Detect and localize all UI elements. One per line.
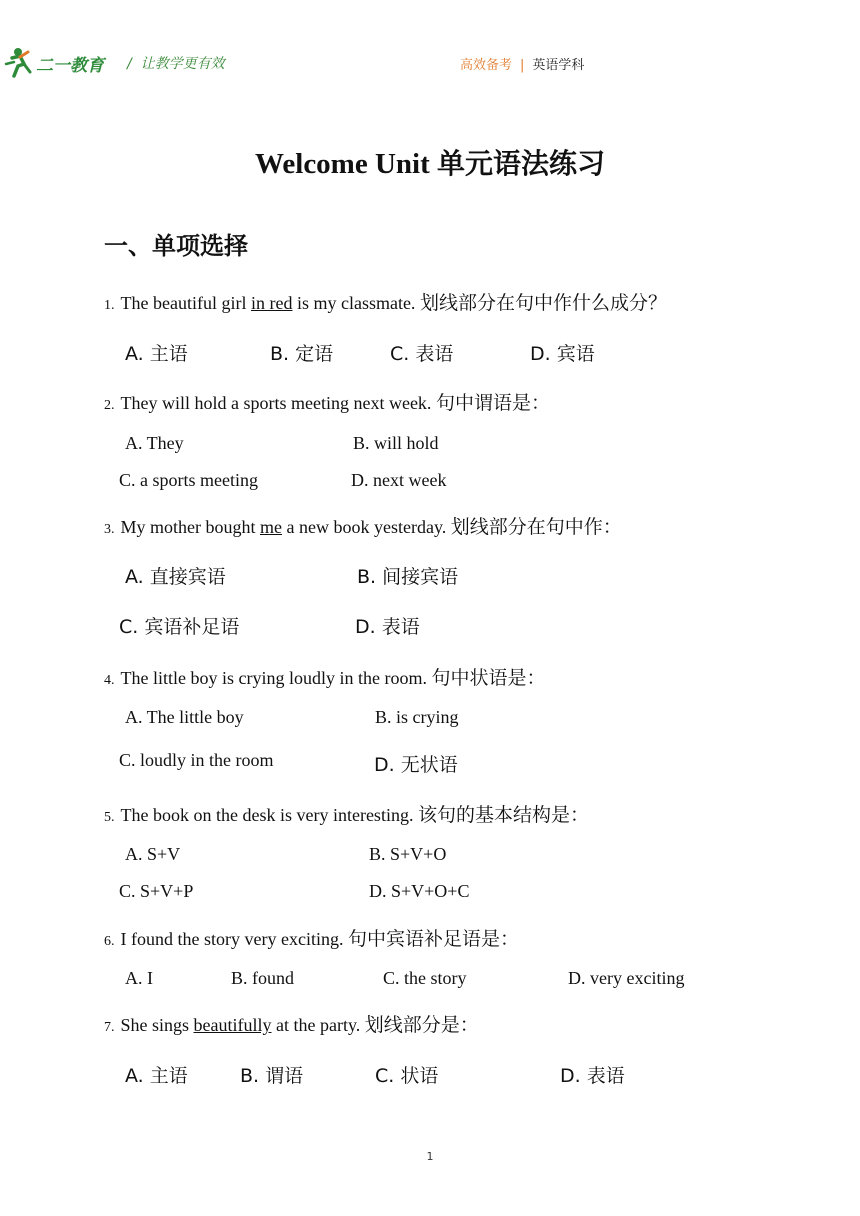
underlined-phrase: in red [250, 293, 293, 313]
question-2: 2. They will hold a sports meeting next week. 句中谓语是： [104, 392, 550, 414]
header-left-tag: 高效备考 [460, 58, 513, 73]
header-subject [460, 54, 584, 73]
q4-option-b: B. is crying [375, 707, 459, 727]
header-slogan: / 让教学更有效 [127, 56, 225, 72]
q1-option-a: A. 主语 [125, 343, 188, 365]
page-number: 1 [426, 1150, 434, 1163]
q2-option-c: C. a sports meeting [119, 470, 258, 490]
header-divider: | [520, 58, 525, 73]
question-6: 6. I found the story very exciting. 句中宾语补足语是： [104, 928, 519, 950]
q3-option-d: D. 表语 [355, 616, 420, 638]
q1-option-d: D. 宾语 [530, 343, 595, 365]
q1-option-c: C. 表语 [390, 343, 454, 365]
q1-option-b: B. 定语 [270, 343, 334, 365]
q3-option-b: B. 间接宾语 [357, 566, 459, 588]
title-english: Welcome Unit [254, 148, 430, 180]
section-heading: 一、单项选择 [104, 232, 248, 260]
question-3: 3. My mother bought me a new book yesterday. 划线部分在句中作： [104, 516, 622, 538]
q5-option-c: C. S+V+P [119, 881, 194, 901]
q6-option-a: A. I [125, 968, 153, 988]
q3-option-c: C. 宾语补足语 [119, 616, 240, 638]
q5-option-a: A. S+V [125, 844, 181, 864]
q4-option-a: A. The little boy [125, 707, 244, 727]
underlined-phrase: me [260, 517, 282, 537]
q2-option-a: A. They [125, 433, 184, 453]
underlined-phrase: beautifully [193, 1015, 272, 1035]
q5-option-d: D. S+V+O+C [369, 881, 470, 901]
q3-option-a: A. 直接宾语 [125, 566, 226, 588]
question-1: 1. The beautiful girl in red is my classmate. 划线部分在句中作什么成分？ [104, 292, 667, 314]
title-chinese: 单元语法练习 [437, 147, 606, 180]
q6-option-d: D. very exciting [568, 968, 685, 988]
q4-option-c: C. loudly in the room [119, 750, 274, 770]
q7-option-d: D. 表语 [560, 1065, 625, 1087]
question-4: 4. The little boy is crying loudly in the room. 句中状语是： [104, 667, 546, 689]
header-right-tag: 英语学科 [532, 58, 585, 73]
page-title [0, 142, 860, 182]
logo-wordmark: 二一教育 [36, 56, 104, 76]
q2-option-d: D. next week [351, 470, 447, 490]
q7-option-c: C. 状语 [375, 1065, 439, 1087]
q6-option-b: B. found [231, 968, 294, 988]
question-5: 5. The book on the desk is very interesting. 该句的基本结构是： [104, 804, 589, 826]
q2-option-b: B. will hold [353, 433, 439, 453]
logo [4, 44, 116, 80]
q6-option-c: C. the story [383, 968, 467, 988]
q5-option-b: B. S+V+O [369, 844, 447, 864]
question-7: 7. She sings beautifully at the party. 划线部分是： [104, 1014, 479, 1036]
runner-icon [6, 48, 30, 76]
q4-option-d: D. 无状语 [374, 754, 458, 776]
q7-option-a: A. 主语 [125, 1065, 188, 1087]
q7-option-b: B. 谓语 [240, 1065, 304, 1087]
